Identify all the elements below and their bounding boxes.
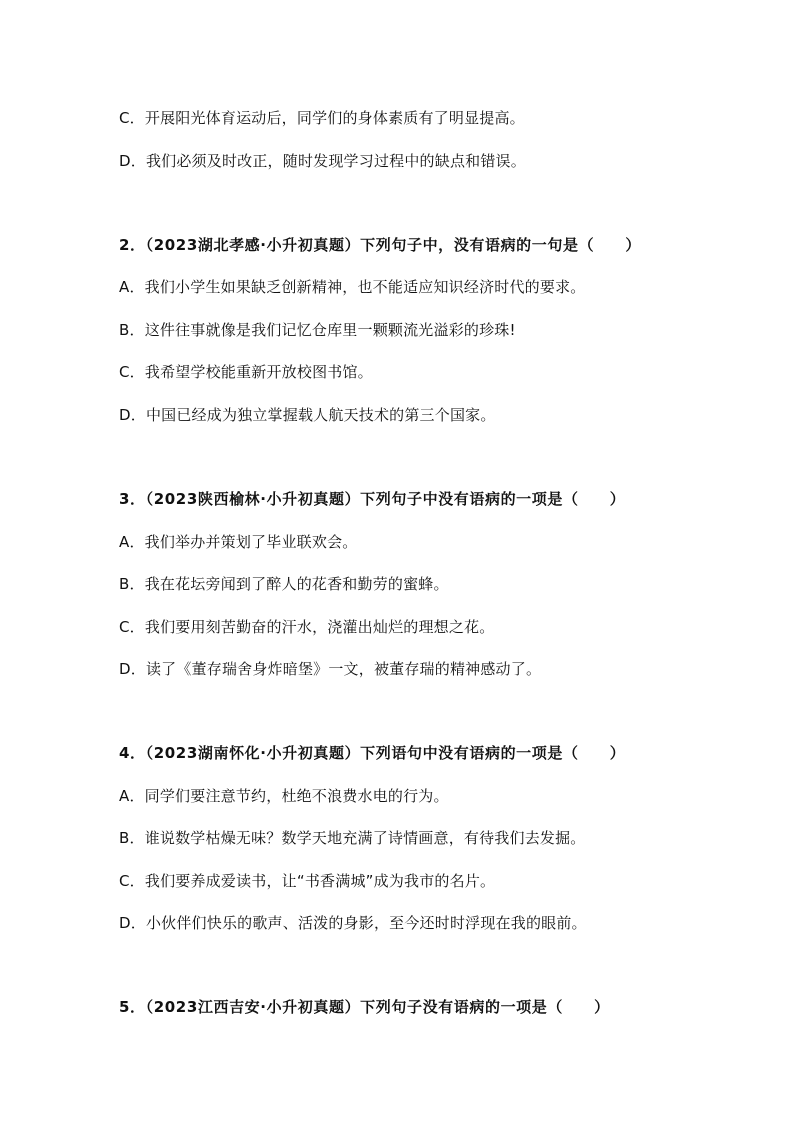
q3-option-b: B．我在花坛旁闻到了醉人的花香和勤劳的蜜蜂。 xyxy=(119,575,449,593)
q4-option-c: C．我们要养成爱读书，让“书香满城”成为我市的名片。 xyxy=(119,872,496,890)
q2-option-b: B．这件往事就像是我们记忆仓库里一颗颗流光溢彩的珍珠! xyxy=(119,321,516,339)
q2-stem: 2．（2023湖北孝感·小升初真题）下列句子中，没有语病的一句是（ ） xyxy=(119,236,641,254)
q4-option-d: D．小伙伴们快乐的歌声、活泼的身影，至今还时时浮现在我的眼前。 xyxy=(119,914,587,932)
q4-stem: 4．（2023湖南怀化·小升初真题）下列语句中没有语病的一项是（ ） xyxy=(119,744,626,762)
q3-option-a: A．我们举办并策划了毕业联欢会。 xyxy=(119,533,358,551)
q1-option-d: D．我们必须及时改正，随时发现学习过程中的缺点和错误。 xyxy=(119,152,526,170)
q1-option-c: C．开展阳光体育运动后，同学们的身体素质有了明显提高。 xyxy=(119,109,525,127)
q4-option-b: B．谁说数学枯燥无味？数学天地充满了诗情画意，有待我们去发掘。 xyxy=(119,829,586,847)
q5-stem: 5．（2023江西吉安·小升初真题）下列句子没有语病的一项是（ ） xyxy=(119,998,610,1016)
q3-option-d: D．读了《董存瑞舍身炸暗堡》一文，被董存瑞的精神感动了。 xyxy=(119,660,542,678)
q2-option-c: C．我希望学校能重新开放校图书馆。 xyxy=(119,363,373,381)
q3-stem: 3．（2023陕西榆林·小升初真题）下列句子中没有语病的一项是（ ） xyxy=(119,490,626,508)
q2-option-a: A．我们小学生如果缺乏创新精神，也不能适应知识经济时代的要求。 xyxy=(119,278,586,296)
q4-option-a: A．同学们要注意节约，杜绝不浪费水电的行为。 xyxy=(119,787,449,805)
q3-option-c: C．我们要用刻苦勤奋的汗水，浇灌出灿烂的理想之花。 xyxy=(119,618,495,636)
q2-option-d: D．中国已经成为独立掌握载人航天技术的第三个国家。 xyxy=(119,406,496,424)
